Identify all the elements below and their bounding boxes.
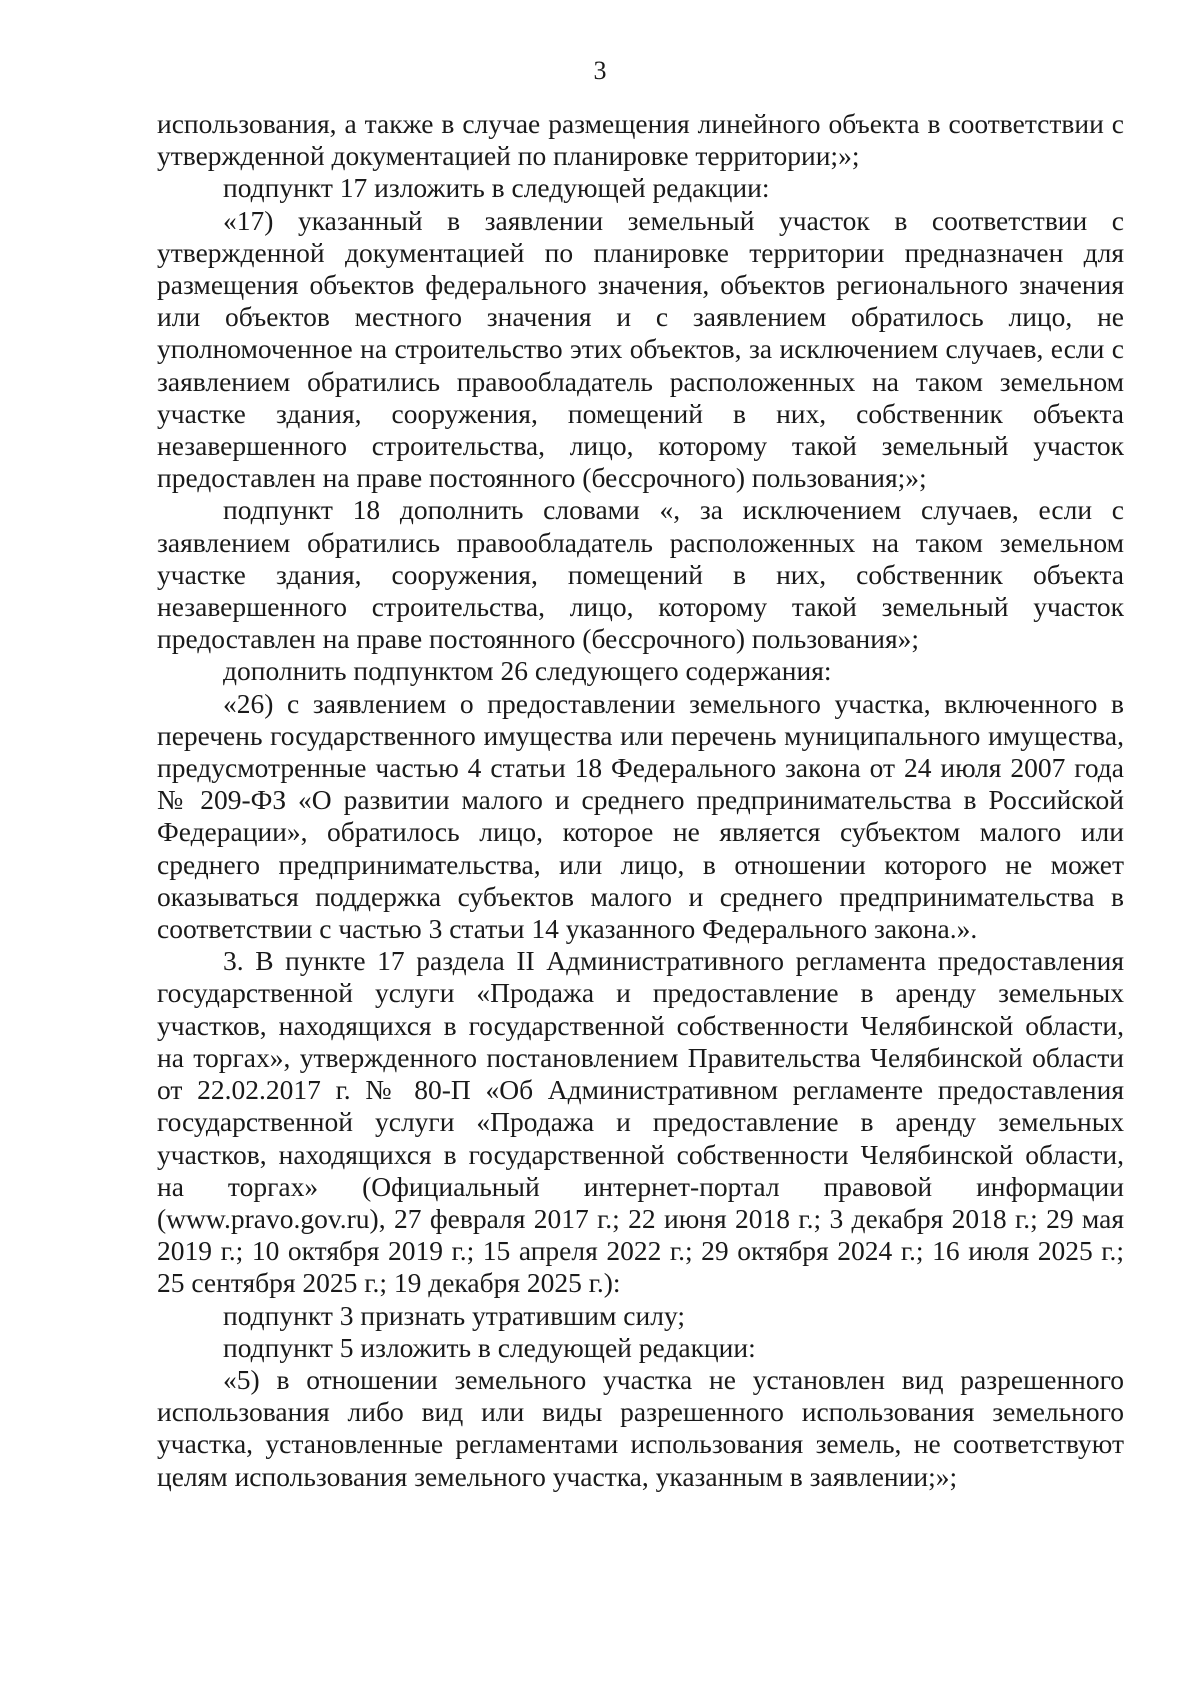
paragraph: «5) в отношении земельного участка не установлен вид разрешенного использования либо вид или виды разрешенного использования земельного участка, установленные регламентами использования земель, не соответствуют целям использования земельного участка, указанным в заявлении;»;: [157, 1363, 1124, 1492]
page-number: 3: [593, 56, 607, 85]
paragraph: 3. В пункте 17 раздела II Административного регламента предоставления государственной услуги «Продажа и предоставление в аренду земельных участков, находящихся в государственной собственности Челябинской области, на торгах», утвержденного постановлением Правительства Челябинской области от 22.02.2017 г. № 80-П «Об Административном регламенте предоставления государственной услуги «Продажа и предоставление в аренду земельных участков, находящихся в государственной собственности Челябинской области, на торгах» (Официальный интернет-портал правовой информации (www.pravo.gov.ru), 27 февраля 2017 г.; 22 июня 2018 г.; 3 декабря 2018 г.; 29 мая 2019 г.; 10 октября 2019 г.; 15 апреля 2022 г.; 29 октября 2024 г.; 16 июля 2025 г.; 25 сентября 2025 г.; 19 декабря 2025 г.):: [157, 945, 1124, 1299]
paragraph: подпункт 5 изложить в следующей редакции:: [223, 1331, 756, 1363]
paragraph: «17) указанный в заявлении земельный участок в соответствии с утвержденной документацией по планировке территории предназначен для размещения объектов федерального значения, объектов регионального значения или объектов местного значения и с заявлением обратилось лицо, не уполномоченное на строительство этих объектов, за исключением случаев, если с заявлением обратились правообладатель расположенных на таком земельном участке здания, сооружения, помещений в них, собственник объекта незавершенного строительства, лицо, которому такой земельный участок предоставлен на праве постоянного (бессрочного) пользования;»;: [157, 204, 1124, 494]
paragraph: подпункт 17 изложить в следующей редакции:: [223, 172, 770, 204]
paragraph: использования, а также в случае размещения линейного объекта в соответствии с утвержденной документацией по планировке территории;»;: [157, 108, 1124, 172]
paragraph: «26) с заявлением о предоставлении земельного участка, включенного в перечень государственного имущества или перечень муниципального имущества, предусмотренные частью 4 статьи 18 Федерального закона от 24 июля 2007 года № 209-ФЗ «О развитии малого и среднего предпринимательства в Российской Федерации», обратилось лицо, которое не является субъектом малого или среднего предпринимательства, или лицо, в отношении которого не может оказываться поддержка субъектов малого и среднего предпринимательства в соответствии с частью 3 статьи 14 указанного Федерального закона.».: [157, 687, 1124, 945]
paragraph: подпункт 3 признать утратившим силу;: [223, 1299, 685, 1331]
document-body: [157, 108, 1124, 1493]
paragraph: дополнить подпунктом 26 следующего содержания:: [223, 655, 832, 687]
paragraph: подпункт 18 дополнить словами «, за исключением случаев, если с заявлением обратились правообладатель расположенных на таком земельном участке здания, сооружения, помещений в них, собственник объекта незавершенного строительства, лицо, которому такой земельный участок предоставлен на праве постоянного (бессрочного) пользования»;: [157, 494, 1124, 655]
